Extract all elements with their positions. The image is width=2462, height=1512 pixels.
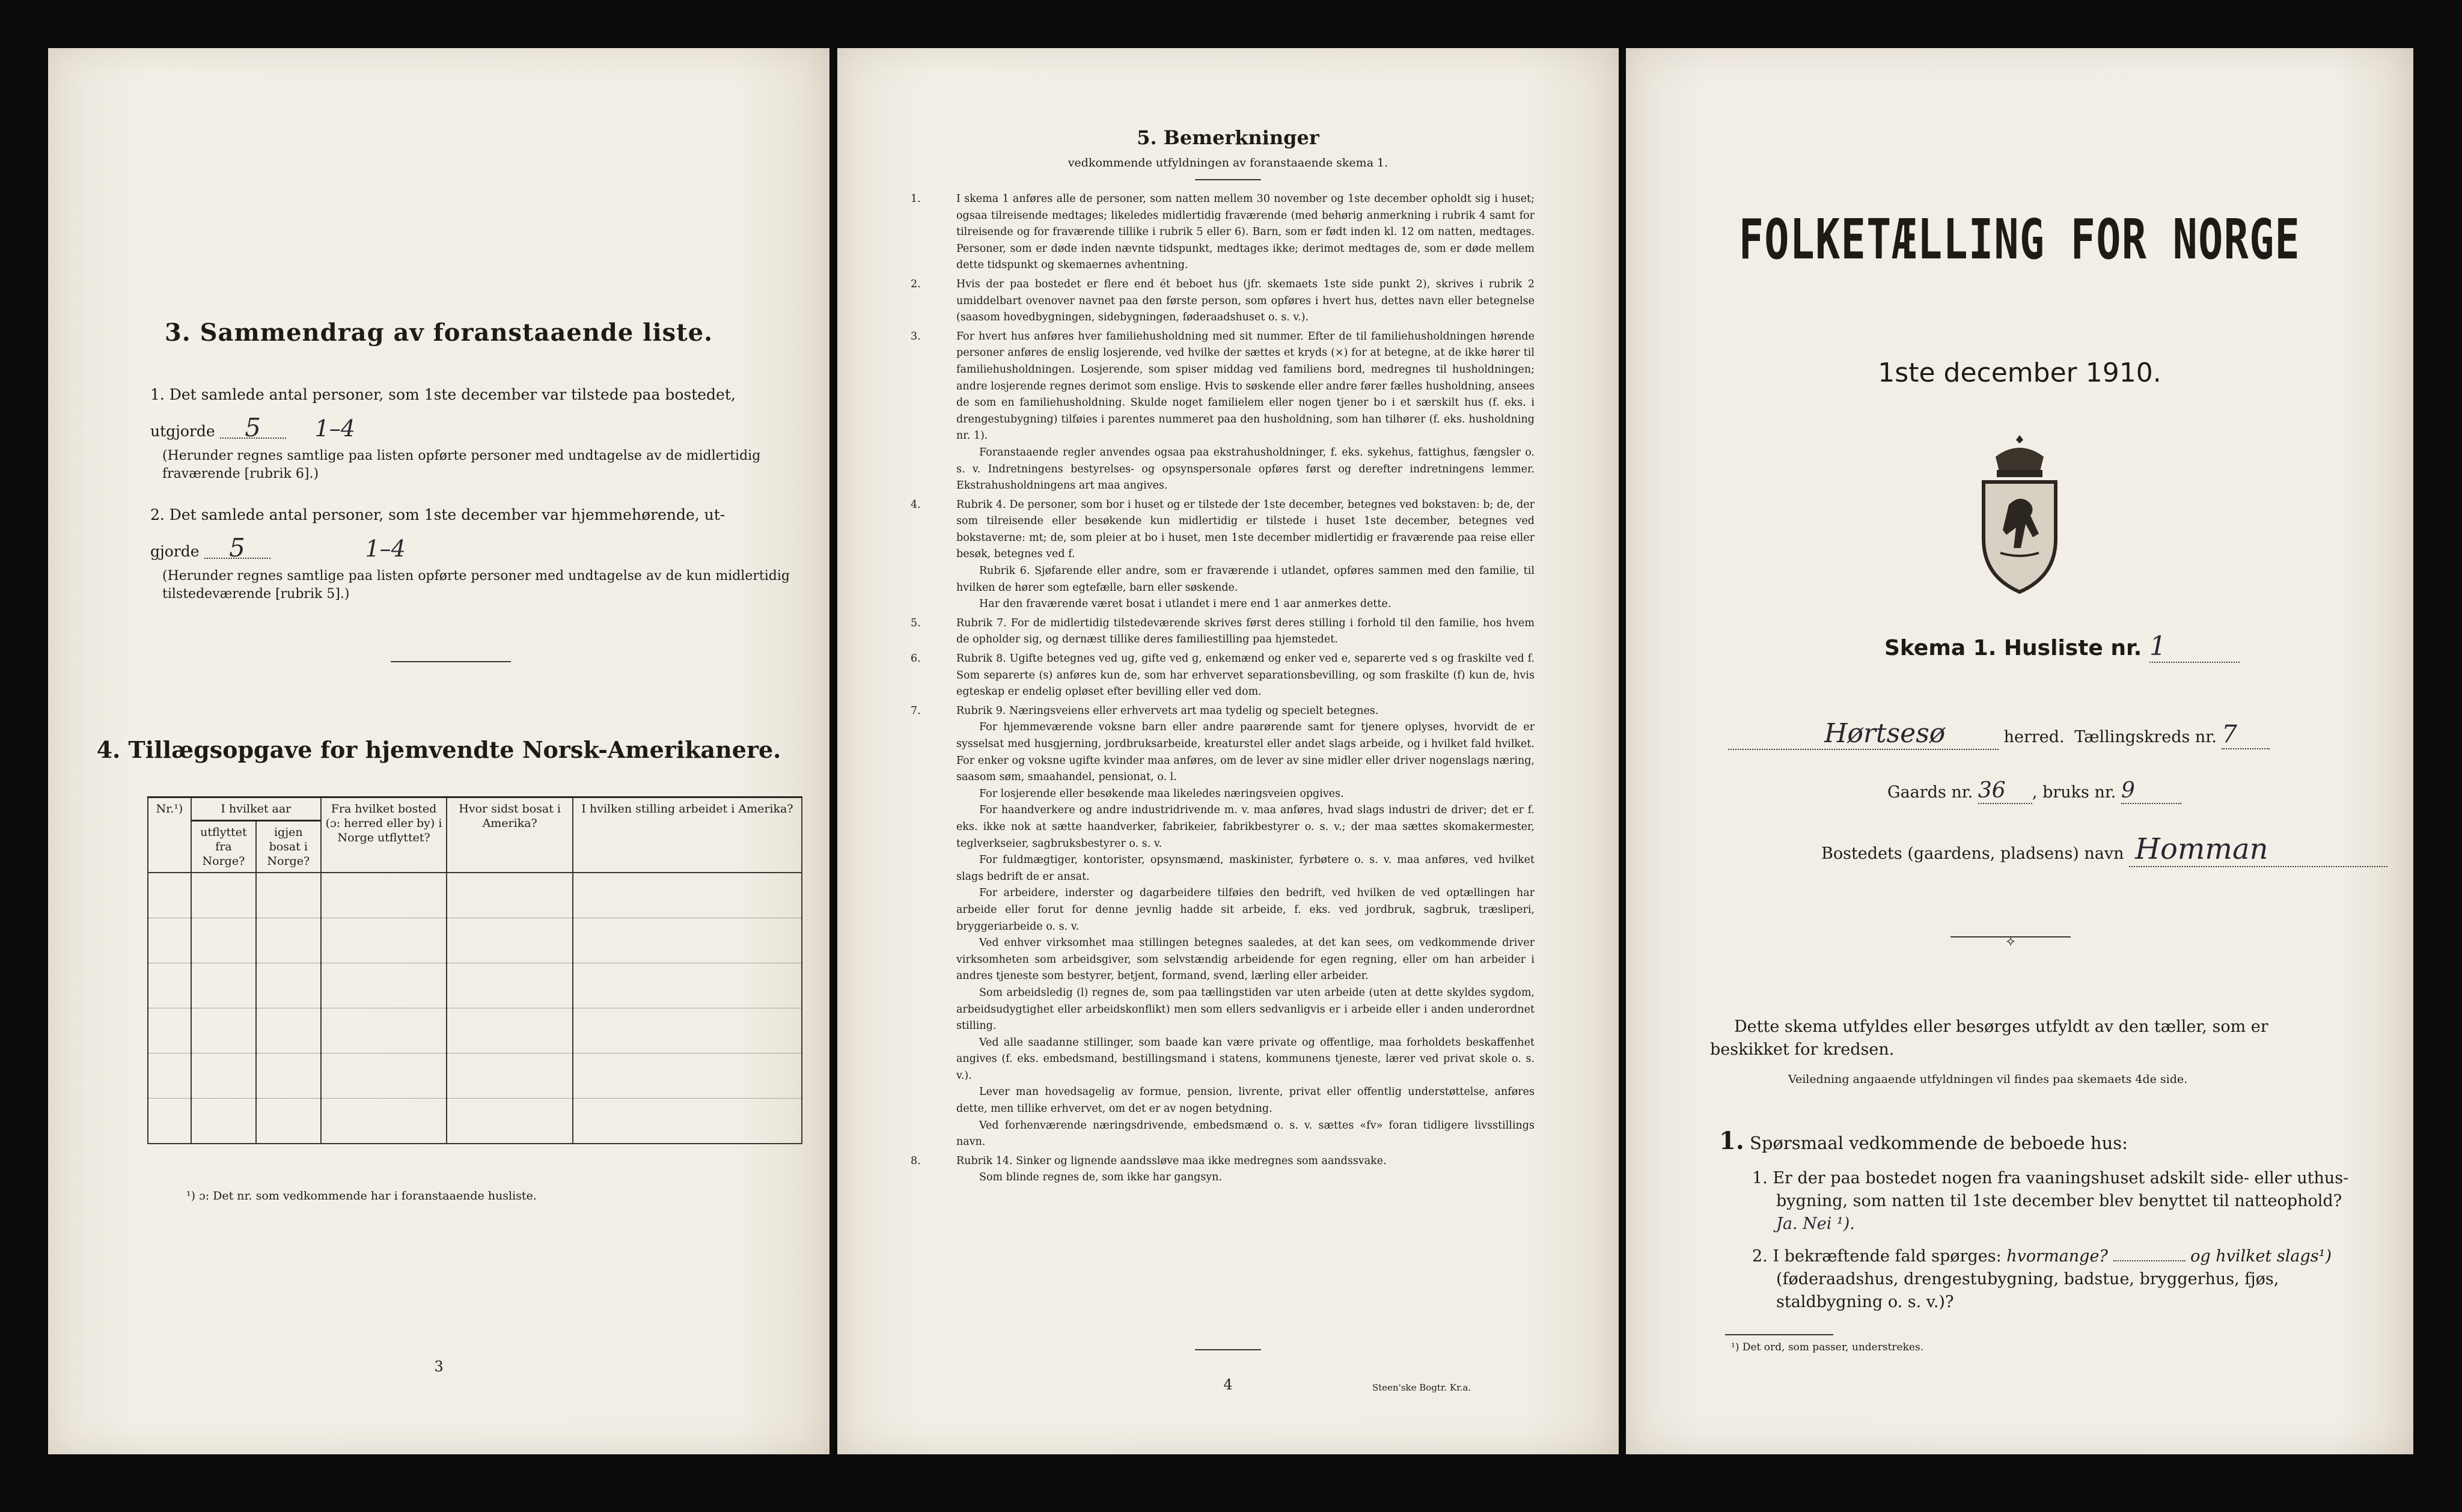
col-fra-bosted: Fra hvilket bosted (ɔ: herred eller by) i Norge utflyttet?	[321, 797, 447, 873]
remark-paragraph: For haandverkere og andre industridrivende m. v. maa anføres, hvad slags industri de driver; det er f. eks. ikke nok at sætte haandverker, fabrikeier, fabrikbestyrer o. s. v.; der maa sættes skomakermester, teglverkseier, sagbruksbestyrer o. s. v.	[956, 804, 1535, 850]
page-3	[48, 48, 829, 1454]
question-2-hvormange: hvormange?	[2006, 1247, 2108, 1266]
item-2	[150, 505, 811, 603]
question-2-text: 2. I bekræftende fald spørges:	[1752, 1247, 2002, 1266]
item-1-range: 1–4	[314, 415, 355, 442]
instruction: Dette skema utfyldes eller besørges utfyldt av den tæller, som er beskikket for kredsen.	[1710, 1017, 2268, 1059]
remark-paragraph: Ved enhver virksomhet maa stillingen betegnes saaledes, at det kan sees, om vedkommende driver virksomheten som arbeidsgiver, som selvstændig arbeidende for egen regning, eller om han arbeider i andres tjeneste som bestyrer, betjent, formand, svend, lærling eller arbeider.	[956, 937, 1535, 983]
remark-paragraph: Foranstaaende regler anvendes ogsaa paa ekstrahusholdninger, f. eks. sykehus, fattighus, fængsler o. s. v. Indretningens bestyrelses- og opsynspersonale opføres først og derefter indretningens lemmer. Ekstrahusholdningens art maa angives.	[956, 446, 1535, 492]
col-igjen: igjen bosat i Norge?	[256, 821, 321, 873]
remark-number: 4.	[911, 498, 921, 511]
table-row	[148, 963, 802, 1008]
item-2-range: 1–4	[365, 535, 406, 562]
col-stilling: I hvilken stilling arbeidet i Amerika?	[573, 797, 802, 873]
col-nr: Nr.¹)	[148, 797, 191, 873]
remarks-subtitle: vedkommende utfyldningen av foranstaaende skema 1.	[1068, 156, 1388, 169]
remarks-body	[911, 191, 1535, 1186]
bosted-label: Bostedets (gaardens, pladsens) navn	[1821, 844, 2124, 863]
bosted-line	[1821, 832, 2387, 867]
census-date: 1ste december 1910.	[1878, 358, 2161, 388]
table-row	[148, 918, 802, 963]
remark-number: 5.	[911, 617, 921, 629]
remark-paragraph: Lever man hovedsagelig av formue, pension, livrente, privat eller offentlig understøttelse, anføres dette, men tillike erhvervet, om det er av nogen betydning.	[956, 1086, 1535, 1115]
remark-paragraph: For hjemmeværende voksne barn eller andre paarørende samt for tjenere oplyses, hvorvidt de er sysselsat med husgjerning, jordbruksarbeide, kreaturstel eller andet slags arbeide, og i hvilket fald hvilket. For enker og voksne ugifte kvinder maa anføres, om de lever av sine midler eller driver nogenslags næring, saasom søm, smaahandel, pensionat, o. l.	[956, 721, 1535, 784]
remarks-title: 5. Bemerkninger	[1137, 126, 1319, 149]
item-1-value: 5	[220, 418, 286, 439]
remark-paragraph: Har den fraværende været bosat i utlandet i mere end 1 aar anmerkes dette.	[979, 598, 1391, 611]
item-2-text: 2. Det samlede antal personer, som 1ste december var hjemmehørende, ut-	[150, 506, 725, 523]
remark-paragraph: 5. Rubrik 7. For de midlertidig tilstedeværende skrives først deres stilling i forhold til den familie, hos hvem de opholder sig, og dernæst tillike deres familiestilling paa hjemstedet.	[933, 615, 1535, 648]
remark-number: 2.	[911, 278, 921, 290]
table-footnote: ¹) ɔ: Det nr. som vedkommende har i foranstaaende husliste.	[186, 1189, 537, 1203]
questions-heading	[1719, 1127, 2128, 1155]
remark-number: 3.	[911, 330, 921, 343]
question-1-text: 1. Er der paa bostedet nogen fra vaaningshuset adskilt side- eller uthus-bygning, som natten til 1ste december blev benyttet til natteophold?	[1752, 1169, 2349, 1210]
gaards-value: 36	[1978, 778, 2032, 804]
remark-number: 1.	[911, 193, 921, 205]
footnote: ¹) Det ord, som passer, understrekes.	[1731, 1341, 1924, 1353]
col-hvor-sidst: Hvor sidst bosat i Amerika?	[447, 797, 573, 873]
page-number: 3	[434, 1358, 444, 1375]
remark-paragraph: Rubrik 6. Sjøfarende eller andre, som er fraværende i utlandet, opføres sammen med den familie, til hvilken de hører som egtefælle, barn eller søskende.	[956, 565, 1535, 594]
title-divider	[1195, 179, 1261, 180]
remark-paragraph: For losjerende eller besøkende maa likeledes næringsveien opgives.	[979, 787, 1344, 800]
printer-mark: Steen'ske Bogtr. Kr.a.	[1372, 1382, 1471, 1393]
remark-paragraph: 7. Rubrik 9. Næringsveiens eller erhvervets art maa tydelig og specielt betegnes.	[933, 703, 1535, 720]
bruks-value: 9	[2121, 778, 2181, 804]
census-title: FOLKETÆLLING FOR NORGE	[1738, 207, 2301, 272]
table-row	[148, 1008, 802, 1053]
page-4	[837, 48, 1619, 1454]
item-2-value: 5	[204, 538, 270, 559]
herred-line	[1728, 718, 2270, 750]
table-row	[148, 1099, 802, 1144]
herred-value: Hørtsesø	[1728, 718, 1999, 750]
item-1-text: 1. Det samlede antal personer, som 1ste december var tilstede paa bostedet,	[150, 386, 736, 403]
bottom-divider	[1195, 1349, 1261, 1350]
item-1	[150, 385, 811, 483]
divider	[391, 661, 511, 662]
table-row	[148, 1053, 802, 1099]
questions-heading-text: Spørsmaal vedkommende de beboede hus:	[1749, 1133, 2128, 1153]
remark-number: 7.	[911, 704, 921, 717]
remark-paragraph: 3. For hvert hus anføres hver familiehusholdning med sit nummer. Efter de til familiehusholdningen hørende personer anføres de enslig losjerende, ved hvilke der sættes et kryds (×) for at betegne, at de ikke hører til familiehusholdningen. Losjerende, som spiser middag ved familiens bord, medregnes til husholdningen; andre losjerende regnes derimot som enslige. Hvis to søskende eller andre fører fælles husholdning, ansees de som en familiehusholdning. Skulde noget familielem eller nogen tjener bo i et særskilt hus (f. eks. i drengestubygning) tilføies i parentes nummeret paa den husholdning, som han tilhører (f. eks. husholdning nr. 1).	[933, 329, 1535, 445]
page-1	[1626, 48, 2413, 1454]
col-group: I hvilket aar	[191, 797, 321, 821]
skema-line	[1884, 631, 2240, 663]
remark-paragraph: For arbeidere, inderster og dagarbeidere tilføies den bedrift, ved hvilken de ved optællingen har arbeide eller forut for denne jevnlig hadde sit arbeide, f. eks. ved jordbruk, sagbruk, træsliperi, bryggeriarbeide o. s. v.	[956, 887, 1535, 933]
gaards-line: Gaards nr. 36 , bruks nr. 9	[1887, 778, 2181, 804]
gaards-label: Gaards nr.	[1887, 783, 1973, 802]
question-1-options: Ja. Nei ¹).	[1776, 1215, 1855, 1233]
remark-paragraph: Som arbeidsledig (l) regnes de, som paa tællingstiden var uten arbeide (uten at dette skyldes sygdom, arbeidsudygtighet eller arbeidskonflikt) men som ellers sedvanligvis er i arbeide eller i anden underordnet stilling.	[956, 986, 1535, 1032]
item-1-note: (Herunder regnes samtlige paa listen opførte personer med undtagelse av de midlertidig fraværende [rubrik 6].)	[162, 448, 761, 481]
page-number: 4	[1223, 1376, 1233, 1393]
skema-label: Skema 1. Husliste nr.	[1884, 636, 2142, 660]
remark-number: 8.	[911, 1154, 921, 1167]
questions-heading-number: 1.	[1719, 1127, 1744, 1155]
remark-paragraph: Som blinde regnes de, som ikke har gangsyn.	[979, 1171, 1223, 1184]
husliste-nr: 1	[2149, 631, 2240, 663]
bosted-value: Homman	[2129, 832, 2387, 867]
question-1	[1752, 1167, 2353, 1236]
bruks-label: bruks nr.	[2042, 783, 2116, 802]
instruction-note: Veiledning angaaende utfyldningen vil findes paa skemaets 4de side.	[1788, 1073, 2188, 1086]
krets-value: 7	[2222, 721, 2270, 749]
remark-paragraph: 4. Rubrik 4. De personer, som bor i huset og er tilstede der 1ste december, betegnes ved bokstaven: b; de, der som tilreisende eller besøkende kun midlertidig er tilstede i huset 1ste december, betegnes ved bokstaverne: mt; de, som pleier at bo i huset, men 1ste december midlertidig er fraværende paa reise eller besøk, betegnes ved f.	[933, 497, 1535, 563]
col-utflyttet: utflyttet fra Norge?	[191, 821, 256, 873]
section-3-title: 3. Sammendrag av foranstaaende liste.	[164, 319, 713, 347]
coat-of-arms-icon	[1972, 433, 2068, 597]
remark-number: 6.	[911, 653, 921, 665]
question-2-examples: (føderaadshus, drengestubygning, badstue, bryggerhus, fjøs, staldbygning o. s. v.)?	[1776, 1270, 2279, 1311]
krets-label: Tællingskreds nr.	[2074, 728, 2217, 746]
question-2-hvilket: og hvilket slags¹)	[2190, 1247, 2332, 1266]
ornament-divider: ⟡	[1950, 936, 2071, 946]
table-row	[148, 873, 802, 918]
item-2-label: gjorde	[150, 543, 200, 560]
item-1-label: utgjorde	[150, 422, 215, 440]
remark-paragraph: 6. Rubrik 8. Ugifte betegnes ved ug, gifte ved g, enkemænd og enker ved e, separerte ved s og fraskilte ved f. Som separerte (s) anføres kun de, som har erhvervet separationsbevilling, og som fraskilte (f) kun de, hvis egteskap er endelig opløset efter bevilling eller ved dom.	[933, 651, 1535, 701]
remark-paragraph: For fuldmægtiger, kontorister, opsynsmænd, maskinister, fyrbøtere o. s. v. maa anføres, ved hvilket slags bedrift de er ansat.	[956, 854, 1535, 883]
norsk-amerikanere-table	[147, 796, 802, 1144]
remark-paragraph: Ved forhenværende næringsdrivende, embedsmænd o. s. v. sættes «fv» foran tidligere livsstillings navn.	[956, 1119, 1535, 1148]
remark-paragraph: 1. I skema 1 anføres alle de personer, som natten mellem 30 november og 1ste december opholdt sig i huset; ogsaa tilreisende medtages; likeledes midlertidig fraværende (med behørig anmerkning i rubrik 4 samt for tilreisende og for fraværende tillike i rubrik 5 eller 6). Barn, som er født inden kl. 12 om natten, medtages. Personer, som er døde inden nævnte tidspunkt, medtages ikke; derimot medtages de, som er døde mellem dette tidspunkt og skemaernes avhentning.	[933, 191, 1535, 274]
remark-paragraph: 2. Hvis der paa bostedet er flere end ét beboet hus (jfr. skemaets 1ste side punkt 2), skrives i rubrik 2 umiddelbart ovenover navnet paa den første person, som opføres i hvert hus, dettes navn eller betegnelse (saasom hovedbygningen, sidebygningen, føderaadshuset o. s. v.).	[933, 276, 1535, 326]
item-2-note: (Herunder regnes samtlige paa listen opførte personer med undtagelse av de kun midlertidig tilstedeværende [rubrik 5].)	[162, 569, 790, 602]
section-4-title: 4. Tillægsopgave for hjemvendte Norsk-Amerikanere.	[96, 736, 781, 763]
remark-paragraph: Ved alle saadanne stillinger, som baade kan være private og offentlige, maa forholdets beskaffenhet angives (f. eks. embedsmand, bestillingsmand i statens, kommunens tjeneste, lærer ved privat skole o. s. v.).	[956, 1036, 1535, 1082]
herred-label: herred.	[2003, 728, 2065, 746]
remark-paragraph: 8. Rubrik 14. Sinker og lignende aandssløve maa ikke medregnes som aandssvake.	[933, 1153, 1535, 1170]
question-2	[1752, 1245, 2353, 1314]
